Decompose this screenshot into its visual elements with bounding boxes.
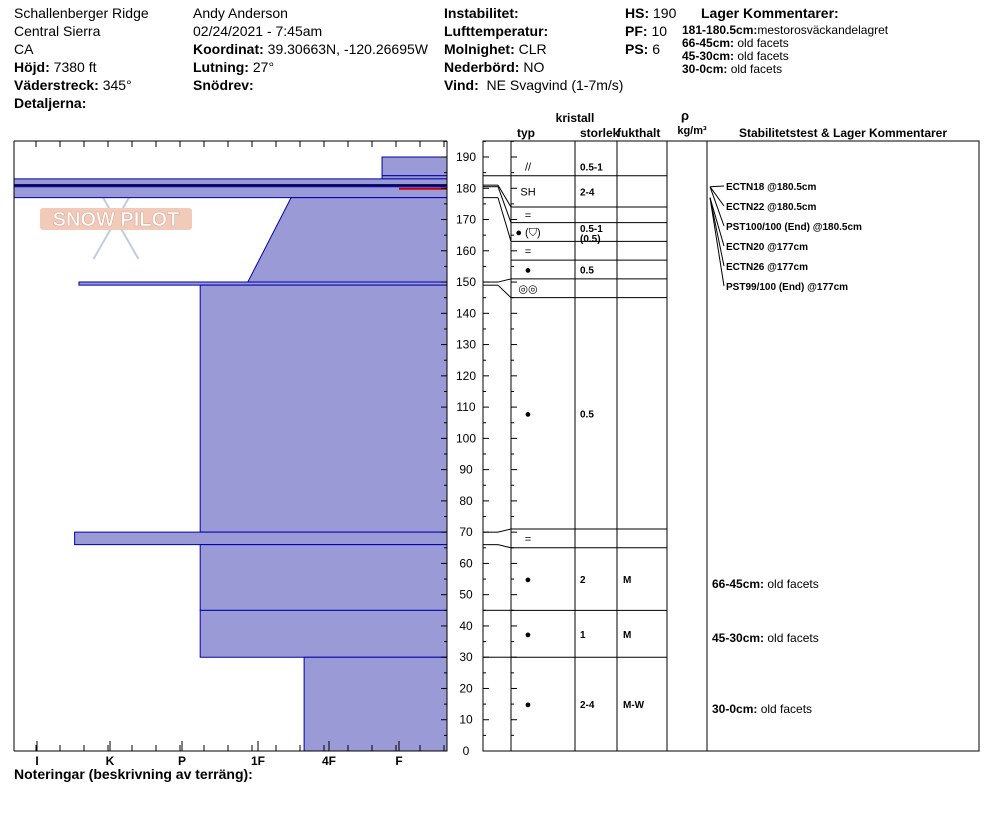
row-type: SH [520, 186, 536, 199]
aspect-value: 345° [102, 77, 132, 93]
layer-comment-text: old facets [764, 631, 819, 645]
y-tick-label: 120 [455, 368, 477, 383]
connector [498, 279, 511, 282]
observer: Andy Anderson [193, 5, 288, 21]
layer-comment-range: 30-0cm: [712, 702, 758, 716]
hardness-layer [200, 610, 447, 657]
row-type: ● [524, 264, 532, 277]
layer-comment-range: 45-30cm: [712, 631, 765, 645]
layer-comment [712, 631, 819, 645]
hardness-layer [200, 545, 447, 611]
col-header-type: typ [517, 126, 535, 140]
row-type: = [524, 533, 532, 546]
hardness-layer [304, 657, 447, 751]
row-moisture: M [623, 575, 632, 587]
row-moisture: M [623, 629, 632, 641]
wind-value: NE Svagvind (1-7m/s) [486, 77, 624, 93]
lk-text: old facets [737, 49, 789, 63]
y-tick-label: 160 [455, 243, 477, 258]
row-size: 2-4 [580, 187, 595, 199]
y-tick-label: 10 [459, 712, 473, 727]
precip-value: NO [523, 59, 545, 75]
row-size: 0.5-1 [580, 224, 603, 236]
row-type: = [524, 245, 532, 258]
region: Central Sierra [14, 23, 101, 39]
y-tick-label: 40 [459, 618, 473, 633]
details-label: Detaljerna: [14, 95, 87, 111]
row-size: 0.5-1 [580, 162, 603, 174]
lk-text: old facets [730, 62, 783, 76]
y-tick-label: 150 [455, 275, 477, 290]
ps-value: 6 [652, 41, 661, 57]
layer-comment-text: old facets [764, 577, 819, 591]
pf-label: PF: [625, 23, 648, 39]
y-tick-label: 100 [455, 431, 477, 446]
stability-pointer [710, 186, 724, 187]
hs-value: 190 [653, 5, 677, 21]
row-size: 0.5 [580, 265, 594, 277]
row-type: ● (⛉) [515, 227, 541, 240]
stability-test: ECTN22 @180.5cm [726, 202, 817, 213]
col-header-rho: ρ [680, 108, 690, 123]
hardness-layer [75, 532, 447, 545]
hardness-label: I [35, 754, 39, 768]
row-type: ● [524, 574, 532, 587]
col-header-moisture: fukthalt [617, 126, 661, 140]
stability-pointer [710, 198, 724, 286]
elevation-label: Höjd: [14, 59, 50, 75]
location: Schallenberger Ridge [14, 5, 149, 21]
row-size: 1 [580, 629, 586, 641]
sky-value: CLR [518, 41, 547, 57]
hardness-layer [382, 157, 447, 176]
y-tick-label: 80 [459, 493, 473, 508]
row-type: = [524, 209, 532, 222]
layer-comment [712, 702, 812, 716]
wind-label: Vind: [444, 77, 479, 93]
row-size: 2 [580, 575, 586, 587]
hardness-layers [14, 157, 447, 751]
row-type: ● [524, 699, 532, 712]
col-header-size: storlek [580, 126, 620, 140]
y-tick-label: 20 [459, 681, 473, 696]
y-tick-label: 130 [455, 337, 477, 352]
col-header-crystal: kristall [555, 111, 595, 125]
row-type: ● [524, 628, 532, 641]
stability-test: ECTN26 @177cm [726, 262, 809, 273]
lk-range: 45-30cm: [682, 49, 735, 63]
connector [498, 285, 511, 298]
col-header-density: kg/m³ [677, 125, 707, 137]
y-tick-label: 60 [459, 556, 473, 571]
slope-value: 27° [252, 59, 275, 75]
stability-test: PST100/100 (End) @180.5cm [726, 222, 862, 233]
watermark-text: SNOW PILOT [52, 209, 180, 231]
row-size: 0.5 [580, 409, 594, 421]
hardness-label: P [177, 754, 187, 768]
airtemp-label: Lufttemperatur: [444, 23, 549, 39]
layer-comment [712, 577, 819, 591]
hs-label: HS: [625, 5, 650, 21]
hardness-label: K [105, 754, 115, 768]
hardness-label: 4F [321, 754, 337, 768]
elevation-value: 7380 ft [53, 59, 97, 75]
stability-test: PST99/100 (End) @177cm [726, 282, 849, 293]
y-tick-label: 50 [459, 587, 473, 602]
drift-label: Snödrev: [193, 77, 254, 93]
stability-test: ECTN18 @180.5cm [726, 182, 817, 193]
coord-value: 39.30663N, -120.26695W [267, 41, 428, 57]
row-size-2: (0.5) [580, 234, 601, 246]
lk-range: 66-45cm: [682, 36, 735, 50]
notes-label: Noteringar (beskrivning av terräng): [14, 766, 253, 782]
lk-text: old facets [737, 36, 789, 50]
ps-label: PS: [625, 41, 649, 57]
hardness-layer [200, 285, 447, 532]
row-type: ◎◎ [518, 283, 538, 296]
lk-title: Lager Kommentarer: [701, 5, 839, 21]
hardness-layer [248, 198, 447, 282]
connector [498, 545, 511, 548]
hardness-layer [14, 187, 447, 198]
stability-test: ECTN20 @177cm [726, 242, 809, 253]
slope-label: Lutning: [193, 59, 249, 75]
hardness-label: F [395, 754, 403, 768]
stability-tests [710, 182, 862, 716]
row-size: 2-4 [580, 700, 595, 712]
row-type: ● [524, 408, 532, 421]
connector [498, 529, 511, 532]
sky-label: Molnighet: [444, 41, 515, 57]
y-tick-label: 140 [455, 306, 477, 321]
y-tick-label: 180 [455, 181, 477, 196]
y-tick-label: 0 [462, 744, 470, 758]
layer-comment-text: old facets [757, 702, 813, 716]
y-tick-label: 170 [455, 212, 477, 227]
aspect-label: Väderstreck: [14, 77, 99, 93]
pf-value: 10 [651, 23, 668, 39]
y-tick-label: 90 [459, 462, 473, 477]
lk-range: 181-180.5cm: [682, 23, 758, 37]
col-header-stability: Stabilitetstest & Lager Kommentarer [738, 126, 948, 140]
y-tick-label: 30 [459, 650, 473, 665]
lk-text: mestorosväckandelagret [757, 23, 889, 37]
layer-comment-range: 66-45cm: [712, 577, 765, 591]
instability-label: Instabilitet: [444, 5, 519, 21]
hardness-label: 1F [250, 754, 266, 768]
y-tick-label: 110 [456, 400, 476, 415]
coord-label: Koordinat: [193, 41, 264, 57]
row-moisture: M-W [623, 700, 645, 712]
state: CA [14, 41, 34, 57]
datetime: 02/24/2021 - 7:45am [193, 23, 323, 39]
y-tick-label: 70 [459, 525, 473, 540]
y-tick-label: 190 [455, 150, 477, 164]
row-type: // [524, 161, 532, 174]
precip-label: Nederbörd: [444, 59, 520, 75]
lk-range: 30-0cm: [682, 62, 728, 76]
